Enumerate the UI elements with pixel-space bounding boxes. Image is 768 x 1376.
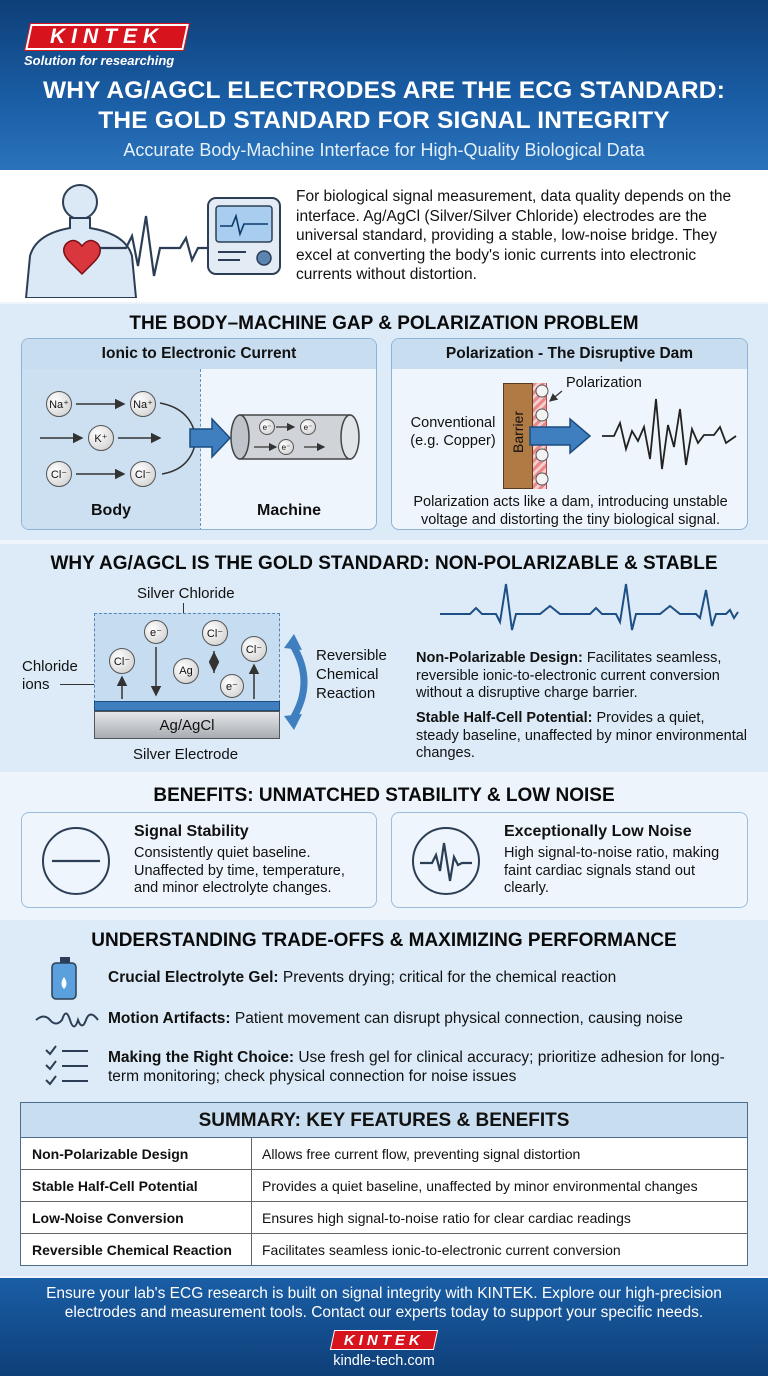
table-row (20, 1170, 748, 1202)
tagline: Solution for researching (24, 53, 175, 68)
table-cell-benefit: Facilitates seamless ionic-to-electronic current conversion (262, 1242, 621, 1258)
point-stable-potential: Stable Half-Cell Potential: Provides a quiet, steady baseline, unaffected by minor environmental changes. (416, 710, 748, 761)
footer-url-link[interactable]: kindle-tech.com (333, 1353, 435, 1369)
table-cell-feature: Stable Half-Cell Potential (20, 1170, 252, 1201)
chloride-ion: Cl⁻ (241, 636, 267, 662)
page-title (0, 76, 768, 136)
distorted-signal (602, 399, 736, 469)
silver-atom: Ag (173, 658, 199, 684)
chloride-ion: Cl⁻ (202, 620, 228, 646)
table-cell-benefit: Allows free current flow, preventing signal distortion (262, 1145, 581, 1162)
sodium-ion: Na⁺ (130, 391, 156, 417)
body-label: Body (91, 502, 131, 519)
stable-ecg-trace (440, 578, 740, 638)
wire-cylinder (231, 415, 359, 459)
table-row (20, 1138, 748, 1170)
chloride-ion: Cl⁻ (109, 648, 135, 674)
footer-text: Ensure your lab's ECG research is built on signal integrity with KINTEK. Explore our high-precision electrodes and measurement tools. Contact our experts today to support your specific needs. (46, 1285, 722, 1321)
sodium-ion: Na⁺ (46, 391, 72, 417)
potassium-ion: K⁺ (88, 425, 114, 451)
benefit-title: Signal Stability (134, 823, 249, 840)
gold-section-heading: WHY AG/AGCL IS THE GOLD STANDARD: NON-POLARIZABLE & STABLE (50, 553, 718, 574)
benefit-text: Consistently quiet baseline. Unaffected by time, temperature, and minor electrolyte changes. (134, 845, 345, 896)
chloride-ion: Cl⁻ (46, 461, 72, 487)
polarization-label: Polarization (566, 375, 642, 391)
panel-title: Polarization - The Disruptive Dam (392, 339, 747, 369)
human-torso-icon (26, 185, 136, 298)
polarization-caption: Polarization acts like a dam, introducing unstable voltage and distorting the tiny biological signal. (413, 494, 728, 528)
benefit-card-stability (21, 812, 377, 908)
panel-title: Ionic to Electronic Current (22, 339, 376, 369)
plate-label: Ag/AgCl (159, 717, 215, 734)
benefit-title: Exceptionally Low Noise (504, 823, 692, 840)
kintek-logo-footer[interactable]: KINTEK (330, 1330, 438, 1350)
tradeoffs-heading: UNDERSTANDING TRADE-OFFS & MAXIMIZING PERFORMANCE (91, 930, 677, 951)
conventional-label: Conventional (e.g. Copper) (410, 415, 496, 449)
reaction-label: Reversible Chemical Reaction (316, 647, 387, 702)
benefit-card-low-noise (391, 812, 748, 908)
chloride-ion: Cl⁻ (130, 461, 156, 487)
table-row (20, 1234, 748, 1266)
benefits-heading: BENEFITS: UNMATCHED STABILITY & LOW NOISE (153, 785, 615, 806)
flat-line-icon (38, 825, 114, 897)
title-line-2: THE GOLD STANDARD FOR SIGNAL INTEGRITY (98, 107, 670, 134)
monitor-icon (208, 198, 280, 274)
electron: e⁻ (259, 419, 275, 435)
pointer-line (60, 684, 94, 685)
table-cell-benefit: Ensures high signal-to-noise ratio for clear cardiac readings (262, 1209, 631, 1226)
checklist-icon (44, 1044, 92, 1088)
gel-bottle-icon (48, 955, 80, 1001)
tradeoff-item-motion: Motion Artifacts: Patient movement can disrupt physical connection, causing noise (108, 1010, 683, 1027)
heartbeat-icon (408, 825, 484, 897)
ion-movement-arrows (94, 613, 280, 703)
wave-icon (34, 1005, 100, 1035)
electrode-label: Silver Electrode (133, 746, 239, 763)
tradeoff-item-choice: Making the Right Choice: Use fresh gel for clinical accuracy; prioritize adhesion for long-term monitoring; check physical connection for noise issues (108, 1049, 725, 1085)
machine-label: Machine (256, 502, 321, 519)
kintek-logo[interactable]: KINTEK (25, 24, 189, 50)
body-to-monitor-illustration (18, 176, 288, 298)
point-non-polarizable: Non-Polarizable Design: Facilitates seamless, reversible ionic-to-electronic current conversion without a disruptive charge barrier. (416, 650, 722, 701)
chloride-ions-label: Chloride ions (22, 658, 78, 693)
summary-heading: SUMMARY: KEY FEATURES & BENEFITS (20, 1102, 748, 1138)
table-row (20, 1202, 748, 1234)
electron: e⁻ (300, 419, 316, 435)
electron: e⁻ (278, 439, 294, 455)
pointer-line (183, 603, 184, 613)
title-line-1: WHY AG/AGCL ELECTRODES ARE THE ECG STANDARD: (42, 77, 726, 104)
ionic-electronic-panel (21, 338, 377, 530)
polarization-panel (391, 338, 748, 530)
barrier-label: Barrier (510, 410, 526, 453)
gap-section-heading: THE BODY–MACHINE GAP & POLARIZATION PROBLEM (129, 313, 639, 334)
page-subtitle: Accurate Body-Machine Interface for High-Quality Biological Data (123, 140, 645, 160)
table-cell-benefit: Provides a quiet baseline, unaffected by minor environmental changes (262, 1177, 698, 1194)
table-cell-feature: Reversible Chemical Reaction (20, 1234, 252, 1266)
table-cell-feature: Non-Polarizable Design (20, 1138, 252, 1169)
electron: e⁻ (220, 674, 244, 698)
intro-text: For biological signal measurement, data quality depends on the interface. Ag/AgCl (Silver/Silver Chloride) electrodes are the universal standard, providing a stable, low-noise bridge. They excel at converting the body's ionic currents into electronic currents without distortion. (296, 188, 732, 283)
silver-chloride-label: Silver Chloride (137, 585, 235, 602)
tradeoff-item-gel: Crucial Electrolyte Gel: Prevents drying; critical for the chemical reaction (108, 969, 617, 986)
electron: e⁻ (144, 620, 168, 644)
table-cell-feature: Low-Noise Conversion (20, 1202, 252, 1233)
benefit-text: High signal-to-noise ratio, making faint cardiac signals stand out clearly. (504, 845, 720, 896)
